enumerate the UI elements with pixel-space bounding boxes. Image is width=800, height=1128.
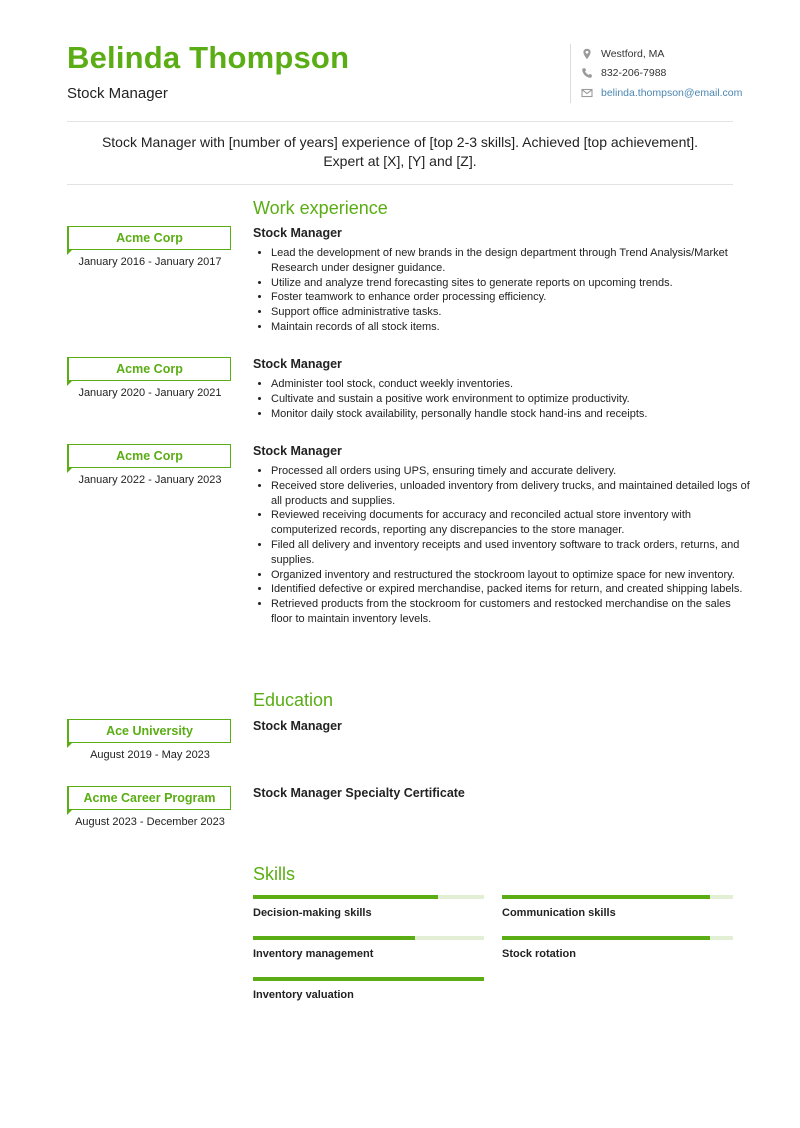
skill-bar-fill <box>253 977 484 981</box>
contact-email[interactable] <box>581 83 751 103</box>
job-bullet: • Reviewed receiving documents for accuracy and reconciled actual store inventory with computerized records, reporting any discrepancies to the store manager. <box>271 508 753 538</box>
degree-name: Stock Manager Specialty Certificate <box>253 786 465 800</box>
job-role: Stock Manager <box>253 444 342 458</box>
summary-text: Stock Manager with [number of years] experience of [top 2-3 skills]. Achieved [top achievement]. Expert at [X], [Y] and [Z]. <box>101 134 699 169</box>
skill-label: Communication skills <box>502 907 616 919</box>
skill-item <box>502 936 733 960</box>
skill-bar-track <box>502 895 733 899</box>
summary-divider <box>67 184 733 185</box>
skill-item <box>502 895 733 919</box>
skill-label: Stock rotation <box>502 948 576 960</box>
job-bullet: • Utilize and analyze trend forecasting sites to generate reports on upcoming trends. <box>271 276 753 291</box>
job-bullet: • Monitor daily stock availability, personally handle stock hand-ins and receipts. <box>271 407 753 422</box>
school-tag: Acme Career Program <box>67 786 231 810</box>
job-bullet: • Filed all delivery and inventory receipts and used inventory software to track orders, returns, and supplies. <box>271 538 753 568</box>
skill-bar-track <box>253 977 484 981</box>
location-text: Westford, MA <box>601 47 665 60</box>
job-bullet: • Lead the development of new brands in the design department through Trend Analysis/Market Research under designer guidance. <box>271 246 753 276</box>
contact-location <box>581 44 751 64</box>
skill-item <box>253 895 484 919</box>
job-bullet: • Administer tool stock, conduct weekly inventories. <box>271 377 753 392</box>
job-bullet: • Cultivate and sustain a positive work environment to optimize productivity. <box>271 392 753 407</box>
skill-item <box>253 936 484 960</box>
map-pin-icon <box>581 48 593 60</box>
section-heading-work: Work experience <box>253 198 388 218</box>
candidate-name: Belinda Thompson <box>67 40 350 75</box>
envelope-icon <box>581 87 593 99</box>
skill-label: Inventory valuation <box>253 989 354 1001</box>
job-bullet: • Received store deliveries, unloaded inventory from delivery trucks, and maintained detailed logs of all products and supplies. <box>271 479 753 509</box>
email-link[interactable]: belinda.thompson@email.com <box>601 86 743 99</box>
company-tag: Acme Corp <box>67 444 231 468</box>
job-bullet: • Support office administrative tasks. <box>271 305 753 320</box>
job-bullets <box>253 246 753 335</box>
degree-name: Stock Manager <box>253 719 342 733</box>
education-dates: August 2023 - December 2023 <box>75 816 225 828</box>
company-tag: Acme Corp <box>67 226 231 250</box>
skill-bar-fill <box>502 936 710 940</box>
skill-bar-track <box>253 895 484 899</box>
skill-bar-fill <box>253 936 415 940</box>
job-role: Stock Manager <box>253 357 342 371</box>
education-dates: August 2019 - May 2023 <box>90 749 210 761</box>
job-bullet: • Processed all orders using UPS, ensuring timely and accurate delivery. <box>271 464 753 479</box>
header-divider <box>67 121 733 122</box>
company-tag: Acme Corp <box>67 357 231 381</box>
job-bullet: • Maintain records of all stock items. <box>271 320 753 335</box>
skill-bar-fill <box>502 895 710 899</box>
skill-bar-fill <box>253 895 438 899</box>
skill-bar-track <box>502 936 733 940</box>
job-bullet: • Identified defective or expired merchandise, packed items for return, and created shipping labels. <box>271 582 753 597</box>
contact-phone <box>581 64 751 84</box>
contact-block <box>570 44 751 103</box>
job-role: Stock Manager <box>253 226 342 240</box>
phone-icon <box>581 67 593 79</box>
job-bullets <box>253 377 753 421</box>
work-dates: January 2020 - January 2021 <box>78 387 222 399</box>
skill-item <box>253 977 484 1001</box>
phone-text: 832-206-7988 <box>601 67 667 80</box>
school-tag: Ace University <box>67 719 231 743</box>
candidate-title: Stock Manager <box>67 85 168 102</box>
skill-label: Inventory management <box>253 948 374 960</box>
job-bullet: • Retrieved products from the stockroom for customers and restocked merchandise on the sales floor to maintain inventory levels. <box>271 597 753 627</box>
work-dates: January 2022 - January 2023 <box>78 474 222 486</box>
work-dates: January 2016 - January 2017 <box>78 256 222 268</box>
job-bullet: • Organized inventory and restructured the stockroom layout to optimize space for new inventory. <box>271 568 753 583</box>
skill-label: Decision-making skills <box>253 907 372 919</box>
section-heading-education: Education <box>253 690 334 710</box>
job-bullets <box>253 464 753 627</box>
job-bullet: • Foster teamwork to enhance order processing efficiency. <box>271 290 753 305</box>
skill-bar-track <box>253 936 484 940</box>
section-heading-skills: Skills <box>253 864 296 884</box>
